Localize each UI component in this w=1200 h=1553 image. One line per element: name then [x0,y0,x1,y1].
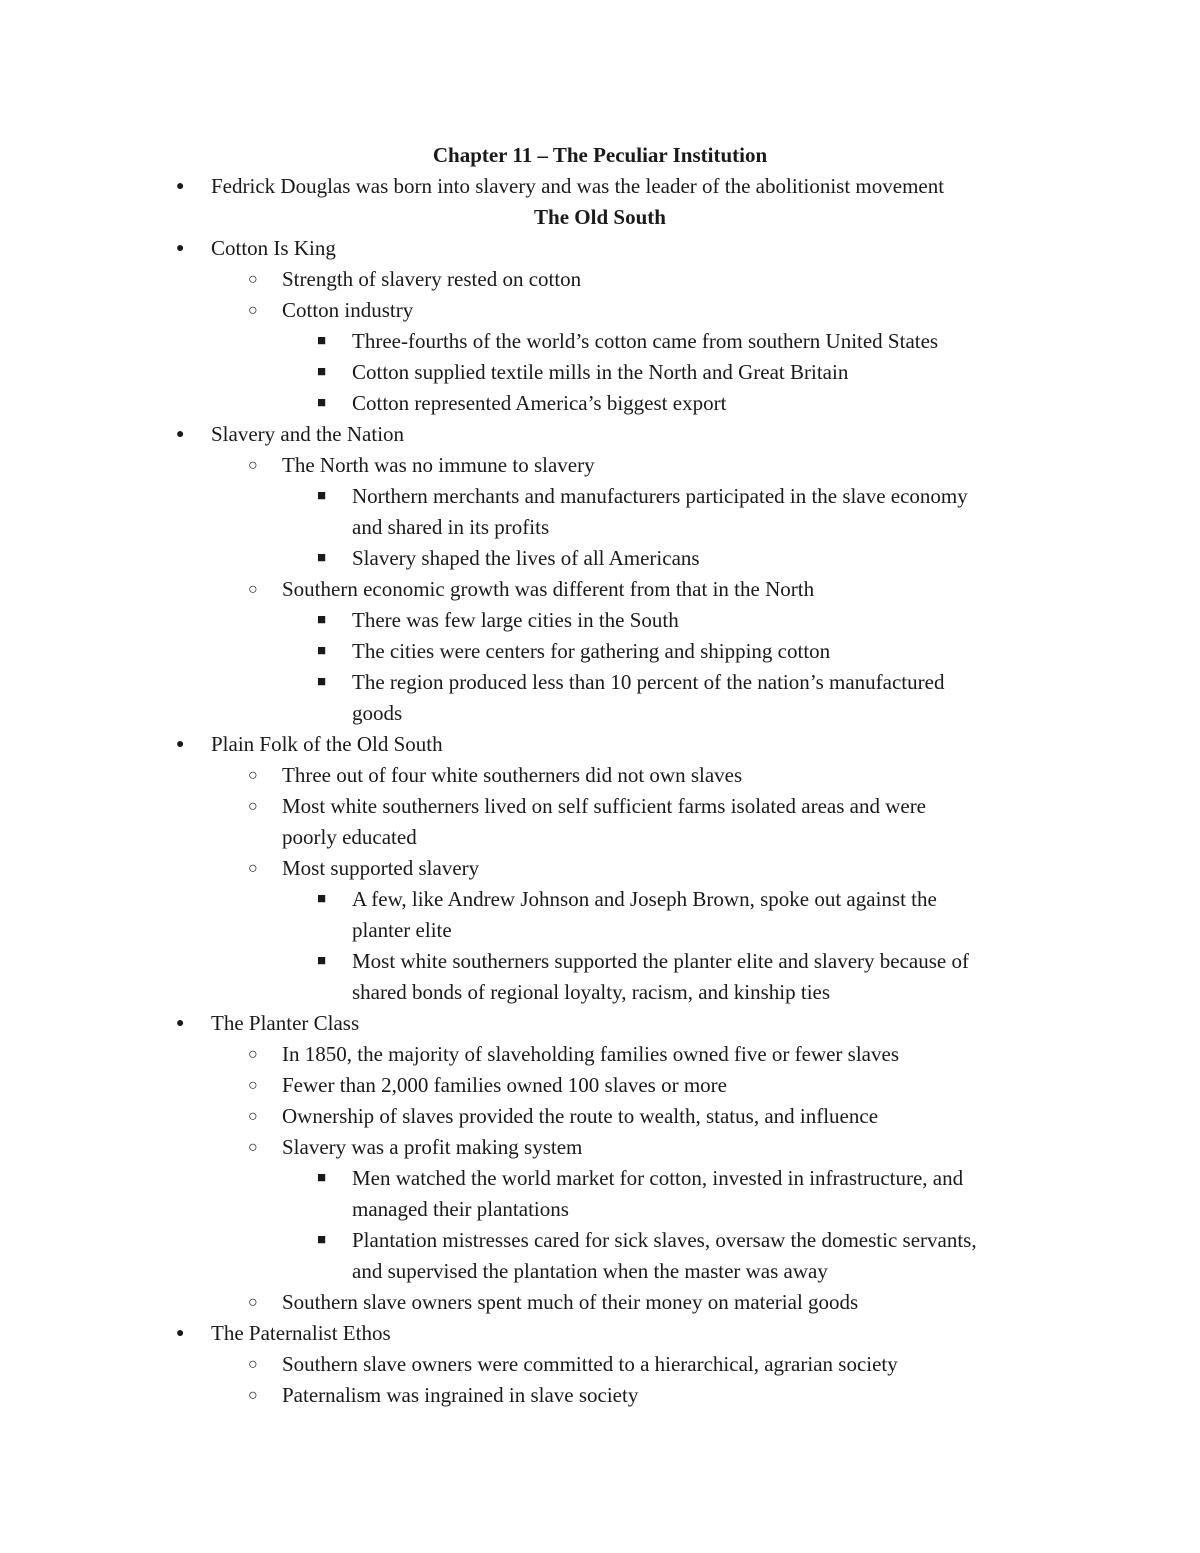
list-item-text: A few, like Andrew Johnson and Joseph Brown, spoke out against the [352,887,937,911]
list-item-text: The cities were centers for gathering and shipping cotton [352,639,831,663]
circle-bullet-icon: ○ [248,1356,258,1373]
square-bullet-icon: ■ [317,1170,327,1186]
section-heading: The Old South [534,205,666,229]
list-item-text: Paternalism was ingrained in slave society [282,1383,639,1407]
list-item-level-3 [0,636,1200,667]
square-bullet-icon: ■ [317,333,327,349]
list-item-text: Strength of slavery rested on cotton [282,267,582,291]
list-item-continuation [0,698,1200,729]
circle-bullet-icon: ○ [248,1108,258,1125]
list-item-level-2 [0,853,1200,884]
square-bullet-icon: ■ [317,550,327,566]
square-bullet-icon: ■ [317,1232,327,1248]
list-item-text: and supervised the plantation when the master was away [352,1259,828,1283]
list-item-level-2 [0,791,1200,822]
list-item-level-2 [0,574,1200,605]
square-bullet-icon: ■ [317,953,327,969]
list-item-text: poorly educated [282,825,417,849]
circle-bullet-icon: ○ [248,581,258,598]
list-item-continuation [0,1256,1200,1287]
list-item-continuation [0,915,1200,946]
square-bullet-icon: ■ [317,364,327,380]
circle-bullet-icon: ○ [248,860,258,877]
page-title: Chapter 11 – The Peculiar Institution [432,143,768,167]
list-item-text: Ownership of slaves provided the route to wealth, status, and influence [282,1104,879,1128]
disc-bullet-icon: ● [176,1326,185,1341]
list-item-text: The Paternalist Ethos [211,1321,391,1345]
list-item-text: goods [352,701,403,725]
list-item-level-3 [0,884,1200,915]
list-item-level-3 [0,1225,1200,1256]
list-item-level-2 [0,264,1200,295]
list-item-text: planter elite [352,918,452,942]
circle-bullet-icon: ○ [248,1077,258,1094]
list-item-text: Cotton supplied textile mills in the North and Great Britain [352,360,849,384]
list-item-text: Slavery was a profit making system [282,1135,583,1159]
list-item-text: There was few large cities in the South [352,608,679,632]
circle-bullet-icon: ○ [248,1387,258,1404]
list-item-text: The region produced less than 10 percent of the nation’s manufactured [352,670,945,694]
list-item-level-1 [0,1318,1200,1349]
circle-bullet-icon: ○ [248,302,258,319]
square-bullet-icon: ■ [317,395,327,411]
list-item-level-2 [0,1101,1200,1132]
list-item-text: Southern slave owners spent much of their money on material goods [282,1290,859,1314]
circle-bullet-icon: ○ [248,457,258,474]
list-item-text: managed their plantations [352,1197,569,1221]
list-item-level-1 [0,233,1200,264]
list-item-text: Plain Folk of the Old South [211,732,443,756]
list-item-level-1 [0,171,1200,202]
list-item-level-2 [0,295,1200,326]
list-item-continuation [0,1194,1200,1225]
list-item-text: Cotton industry [282,298,414,322]
list-item-text: Most white southerners supported the planter elite and slavery because of [352,949,969,973]
disc-bullet-icon: ● [176,241,185,256]
list-item-level-2 [0,760,1200,791]
disc-bullet-icon: ● [176,737,185,752]
list-item-text: Southern slave owners were committed to a hierarchical, agrarian society [282,1352,898,1376]
list-item-text: Northern merchants and manufacturers participated in the slave economy [352,484,968,508]
square-bullet-icon: ■ [317,643,327,659]
square-bullet-icon: ■ [317,488,327,504]
circle-bullet-icon: ○ [248,271,258,288]
list-item-level-3 [0,543,1200,574]
list-item-continuation [0,977,1200,1008]
list-item-level-1 [0,419,1200,450]
list-item-text: Three-fourths of the world’s cotton came from southern United States [352,329,939,353]
circle-bullet-icon: ○ [248,767,258,784]
list-item-level-3 [0,1163,1200,1194]
disc-bullet-icon: ● [176,427,185,442]
list-item-text: Southern economic growth was different from that in the North [282,577,815,601]
list-item-text: Three out of four white southerners did not own slaves [282,763,743,787]
list-item-text: The Planter Class [211,1011,360,1035]
list-item-level-2 [0,1349,1200,1380]
list-item-level-3 [0,326,1200,357]
list-item-level-3 [0,605,1200,636]
list-item-text: Fedrick Douglas was born into slavery and was the leader of the abolitionist movement [211,174,945,198]
list-item-level-2 [0,450,1200,481]
list-item-level-3 [0,388,1200,419]
square-bullet-icon: ■ [317,612,327,628]
list-item-continuation [0,822,1200,853]
list-item-level-2 [0,1132,1200,1163]
list-item-text: Slavery and the Nation [211,422,405,446]
list-item-level-3 [0,357,1200,388]
list-item-level-2 [0,1070,1200,1101]
square-bullet-icon: ■ [317,891,327,907]
list-item-text: In 1850, the majority of slaveholding families owned five or fewer slaves [282,1042,899,1066]
disc-bullet-icon: ● [176,1016,185,1031]
square-bullet-icon: ■ [317,674,327,690]
list-item-level-3 [0,481,1200,512]
list-item-level-1 [0,1008,1200,1039]
circle-bullet-icon: ○ [248,798,258,815]
circle-bullet-icon: ○ [248,1294,258,1311]
list-item-level-1 [0,729,1200,760]
list-item-level-3 [0,946,1200,977]
list-item-level-2 [0,1380,1200,1411]
disc-bullet-icon: ● [176,179,185,194]
list-item-text: Most white southerners lived on self sufficient farms isolated areas and were [282,794,927,818]
list-item-level-2 [0,1039,1200,1070]
circle-bullet-icon: ○ [248,1139,258,1156]
list-item-text: Cotton represented America’s biggest export [352,391,727,415]
list-item-text: and shared in its profits [352,515,550,539]
list-item-text: Men watched the world market for cotton, invested in infrastructure, and [352,1166,964,1190]
list-item-level-2 [0,1287,1200,1318]
list-item-text: The North was no immune to slavery [282,453,595,477]
document-page [0,140,1200,1411]
list-item-level-3 [0,667,1200,698]
list-item-text: Plantation mistresses cared for sick slaves, oversaw the domestic servants, [352,1228,977,1252]
list-item-text: Most supported slavery [282,856,480,880]
list-item-text: Fewer than 2,000 families owned 100 slaves or more [282,1073,727,1097]
list-item-text: Cotton Is King [211,236,336,260]
list-item-continuation [0,512,1200,543]
list-item-text: shared bonds of regional loyalty, racism, and kinship ties [352,980,831,1004]
list-item-text: Slavery shaped the lives of all Americans [352,546,700,570]
circle-bullet-icon: ○ [248,1046,258,1063]
